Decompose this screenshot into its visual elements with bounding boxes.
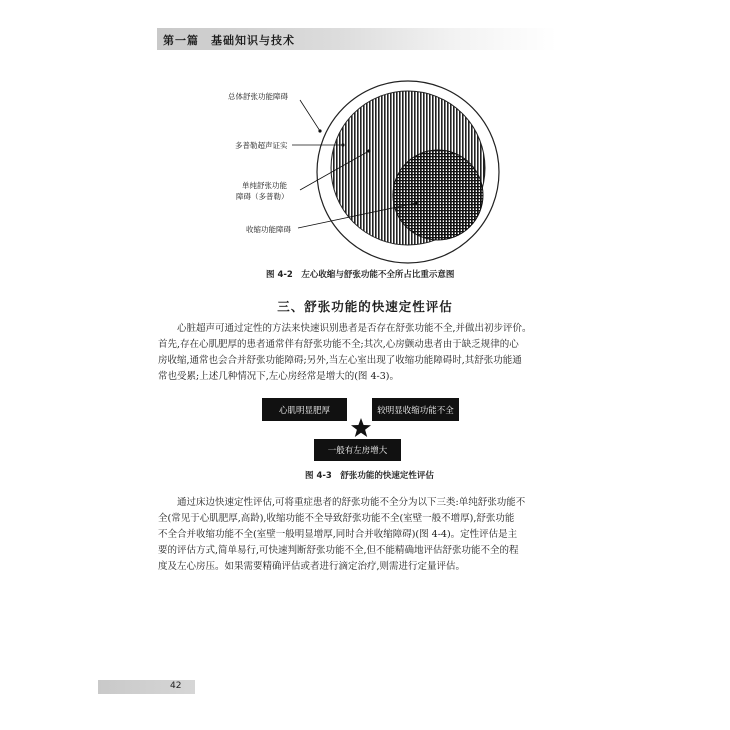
- paragraph-line: 心脏超声可通过定性的方法来快速识别患者是否存在舒张功能不全,并做出初步评价。: [177, 323, 532, 334]
- paragraph-line: 首先,存在心肌肥厚的患者通常伴有舒张功能不全;其次,心房颤动患者由于缺乏规律的心: [158, 339, 519, 350]
- box-left-atrial-enlargement: 一般有左房增大: [314, 439, 401, 461]
- paragraph-line: 度及左心房压。如果需要精确评估或者进行滴定治疗,则需进行定量评估。: [158, 561, 466, 572]
- leader-overall: [300, 100, 320, 131]
- page-number: 42: [170, 681, 182, 691]
- paragraph-line: 要的评估方式,简单易行,可快速判断舒张功能不全,但不能精确地评估舒张功能不全的程: [158, 545, 519, 556]
- label-isolated-line1: 单纯舒张功能: [242, 181, 287, 190]
- label-isolated-line2: 障碍（多普勒）: [236, 192, 289, 201]
- figure-4-3-caption: 图 4-3 舒张功能的快速定性评估: [305, 471, 434, 481]
- figure-4-2-caption: 图 4-2 左心收缩与舒张功能不全所占比重示意图: [266, 270, 455, 280]
- paragraph-1: [158, 321, 578, 385]
- box-systolic-dysfunction: 较明显收缩功能不全: [372, 398, 459, 421]
- label-systolic: 收缩功能障碍: [246, 225, 291, 234]
- paragraph-line: 不全合并收缩功能不全(室壁一般明显增厚,同时合并收缩障碍)(图 4-4)。定性评估是主: [158, 529, 518, 540]
- paragraph-2: [158, 495, 578, 575]
- label-overall-diastolic: 总体舒张功能障碍: [228, 92, 288, 101]
- paragraph-line: 房收缩,通常也会合并舒张功能障碍;另外,当左心室出现了收缩功能障碍时,其舒张功能通: [158, 355, 522, 366]
- chapter-header: 第一篇 基础知识与技术: [163, 34, 295, 47]
- section-title: 三、舒张功能的快速定性评估: [277, 299, 453, 314]
- inner-circle: [393, 150, 483, 240]
- star-icon: [350, 417, 372, 439]
- label-doppler-confirmed: 多普勒超声证实: [235, 141, 288, 150]
- paragraph-line: 通过床边快速定性评估,可将重症患者的舒张功能不全分为以下三类:单纯舒张功能不: [177, 497, 526, 508]
- box-myocardial-hypertrophy: 心肌明显肥厚: [262, 398, 347, 421]
- paragraph-line: 常也受累;上述几种情况下,左心房经常是增大的(图 4-3)。: [158, 371, 399, 382]
- paragraph-line: 全(常见于心肌肥厚,高龄),收缩功能不全导致舒张功能不全(室壁一般不增厚),舒张功能: [158, 513, 515, 524]
